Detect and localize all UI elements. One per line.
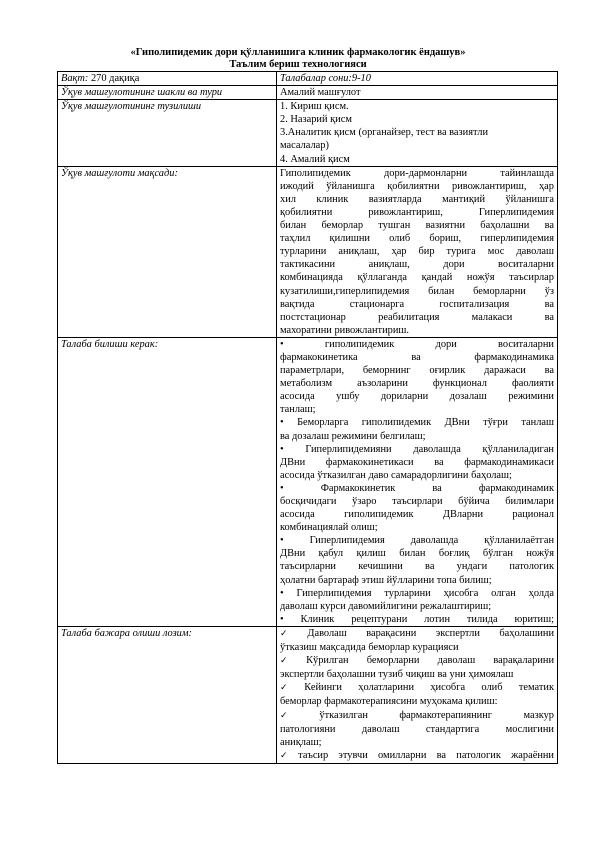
list-item: 1. Кириш қисм. bbox=[280, 101, 349, 113]
list-item: 2. Назарий қисм bbox=[280, 114, 352, 126]
table-row-time bbox=[58, 72, 558, 86]
text-line: ҳолатни бартараф этиш йўлларини топа билиш; bbox=[280, 574, 492, 586]
list-item: ✓ Даволаш варақасини экспертли баҳолашини bbox=[280, 627, 554, 639]
text-line: • Гиперлипидемияни даволашда қўлланиладиган bbox=[280, 443, 554, 455]
goal-text bbox=[277, 166, 558, 337]
table-row-knowledge bbox=[58, 337, 558, 626]
checkmark-icon: ✓ bbox=[280, 710, 317, 721]
text-line: даволаш курси давомийлигини режалаштириш; bbox=[280, 600, 492, 612]
text-line: босқичидаги ўзаро таъсирлари бўйича билимлари bbox=[280, 496, 554, 507]
lesson-plan-table bbox=[57, 71, 558, 764]
text-line: ва дозалаш режимини белгилаш; bbox=[280, 430, 426, 442]
table-row-goal bbox=[58, 166, 558, 337]
text-line: таҳлил қилишни олиб бориш, гиперлипидемия bbox=[280, 233, 554, 245]
text-line: билан беморлар тушган вазиятни баҳолашни ва bbox=[280, 220, 554, 232]
knowledge-label: Талаба билиши керак: bbox=[61, 338, 159, 350]
text-line: метаболизм аъзоларини функционал фаолияти bbox=[280, 378, 554, 390]
checkmark-icon: ✓ bbox=[280, 750, 296, 761]
text-line: комбинацияда қўллаганда қандай ножўя таъсирлар bbox=[280, 272, 554, 284]
text-line: таъсирларни кечишини ва ундаги патологик bbox=[280, 561, 554, 573]
text-line: махоратини ривожлантириш. bbox=[280, 324, 409, 336]
text-line: патологияни даволаш стандартига мослигини bbox=[280, 723, 554, 735]
skills-list bbox=[277, 626, 558, 763]
time-value: 270 дақиқа bbox=[88, 73, 140, 84]
text-line: фармакокинетика ва фармакодинамика bbox=[280, 351, 554, 363]
text-line: қобилиятни ривожлантириш, Гиперлипидемия bbox=[280, 206, 554, 218]
checkmark-icon: ✓ bbox=[280, 656, 304, 667]
text-line: тактикасини аниқлаш, дори воситаларни bbox=[280, 259, 554, 271]
time-label: Вақт: bbox=[61, 73, 89, 84]
checkmark-icon: ✓ bbox=[280, 683, 302, 694]
text-line: экспертли баҳолашни тузиб чиқиш ва уни ҳимоялаш bbox=[280, 669, 514, 681]
list-item: масалалар) bbox=[280, 140, 329, 152]
text-line: асосида ўтказилган даво самарадорлигини баҳолаш; bbox=[280, 469, 512, 481]
text-line: асосида ушбу дориларни дозалаш режимини bbox=[280, 391, 554, 403]
list-item: ✓ Кейинги ҳолатларини ҳисобга олиб тематик bbox=[280, 682, 555, 694]
text-line: кузатилиши,гиперлипидемия билан беморларни ўз bbox=[280, 285, 554, 297]
text-line: ДВни қабул қилиш билан боғлиқ бўлган ножўя bbox=[280, 548, 554, 560]
text-line: хил клиник вазиятларда мантиқий ўйланишга bbox=[280, 193, 554, 205]
list-item: ✓ ўтказилган фармакотерапиянинг мазкур bbox=[280, 709, 554, 721]
document-subtitle: Таълим бериш технологияси bbox=[229, 59, 367, 70]
text-line: Гиполипидемик дори-дармонларни тайинлашда bbox=[280, 167, 554, 179]
text-line: турларини аниқлаш, ҳар бир турига мос даволаш bbox=[280, 246, 554, 258]
text-line: танлаш; bbox=[280, 404, 316, 416]
list-item: ✓ Кўрилган беморларни даволаш варақаларини bbox=[280, 655, 554, 667]
goal-label: Ўқув машғулоти мақсади: bbox=[61, 167, 178, 179]
students-cell bbox=[277, 72, 558, 86]
text-line: • Фармакокинетик ва фармакодинамик bbox=[280, 482, 554, 494]
checkmark-icon: ✓ bbox=[280, 628, 305, 639]
list-item: 3.Аналитик қисм (органайзер, тест ва вазиятли bbox=[280, 127, 489, 139]
table-row-skills bbox=[58, 626, 558, 763]
text-line: комбинациялай олиш; bbox=[280, 522, 378, 534]
list-item: ✓ таъсир этувчи омилларни ва патологик жараённи bbox=[280, 749, 554, 761]
text-line: • Беморларга гиполипидемик ДВни тўғри танлаш bbox=[280, 417, 554, 429]
time-cell bbox=[58, 72, 277, 86]
text-line: ДВни фармакокинетикаси ва фармакодинамикаси bbox=[280, 456, 554, 468]
students-value: 9-10 bbox=[351, 73, 371, 84]
text-line: вақтида стационарга госпитализация ва bbox=[280, 298, 554, 310]
text-line: асосида гиполипидемик ДВларни рационал bbox=[280, 509, 554, 521]
structure-list bbox=[277, 100, 558, 166]
text-line: постстационар реабилитация малакаси ва bbox=[280, 311, 554, 323]
text-line: ижодий ўйланишга қобилиятни ривожлантириш, ҳар bbox=[280, 180, 554, 192]
students-label: Талабалар сони: bbox=[280, 73, 352, 84]
text-line: параметрлари, беморнинг оғирлик даражаси ва bbox=[280, 365, 554, 377]
list-item: 4. Амалий қисм bbox=[280, 153, 350, 165]
text-line: беморлар фармакотерапиясини муҳокама қилиш: bbox=[280, 696, 498, 708]
knowledge-list bbox=[277, 337, 558, 626]
text-line: аниқлаш; bbox=[280, 736, 322, 748]
form-value: Амалий машғулот bbox=[280, 87, 361, 99]
text-line: • Клиник рецептурани лотин тилида юритиш; bbox=[280, 613, 554, 625]
text-line: • Гиперлипидемия турларини ҳисобга олган ҳолда bbox=[280, 587, 554, 599]
text-line: ўтказиш мақсадида беморлар курацияси bbox=[280, 642, 459, 654]
skills-label: Талаба бажара олиши лозим: bbox=[61, 627, 192, 639]
text-line: • Гиперлипидемия даволашда қўлланилаётган bbox=[280, 535, 554, 547]
structure-label: Ўқув машғулотининг тузилиши bbox=[61, 101, 202, 113]
table-row-structure bbox=[58, 100, 558, 166]
document-title: «Гиполипидемик дори қўлланишига клиник фармакологик ёндашув» bbox=[130, 47, 466, 58]
table-row-form bbox=[58, 86, 558, 100]
form-label: Ўқув машғулотининг шакли ва тури bbox=[61, 87, 223, 99]
text-line: • гиполипидемик дори воситаларни bbox=[280, 338, 554, 350]
